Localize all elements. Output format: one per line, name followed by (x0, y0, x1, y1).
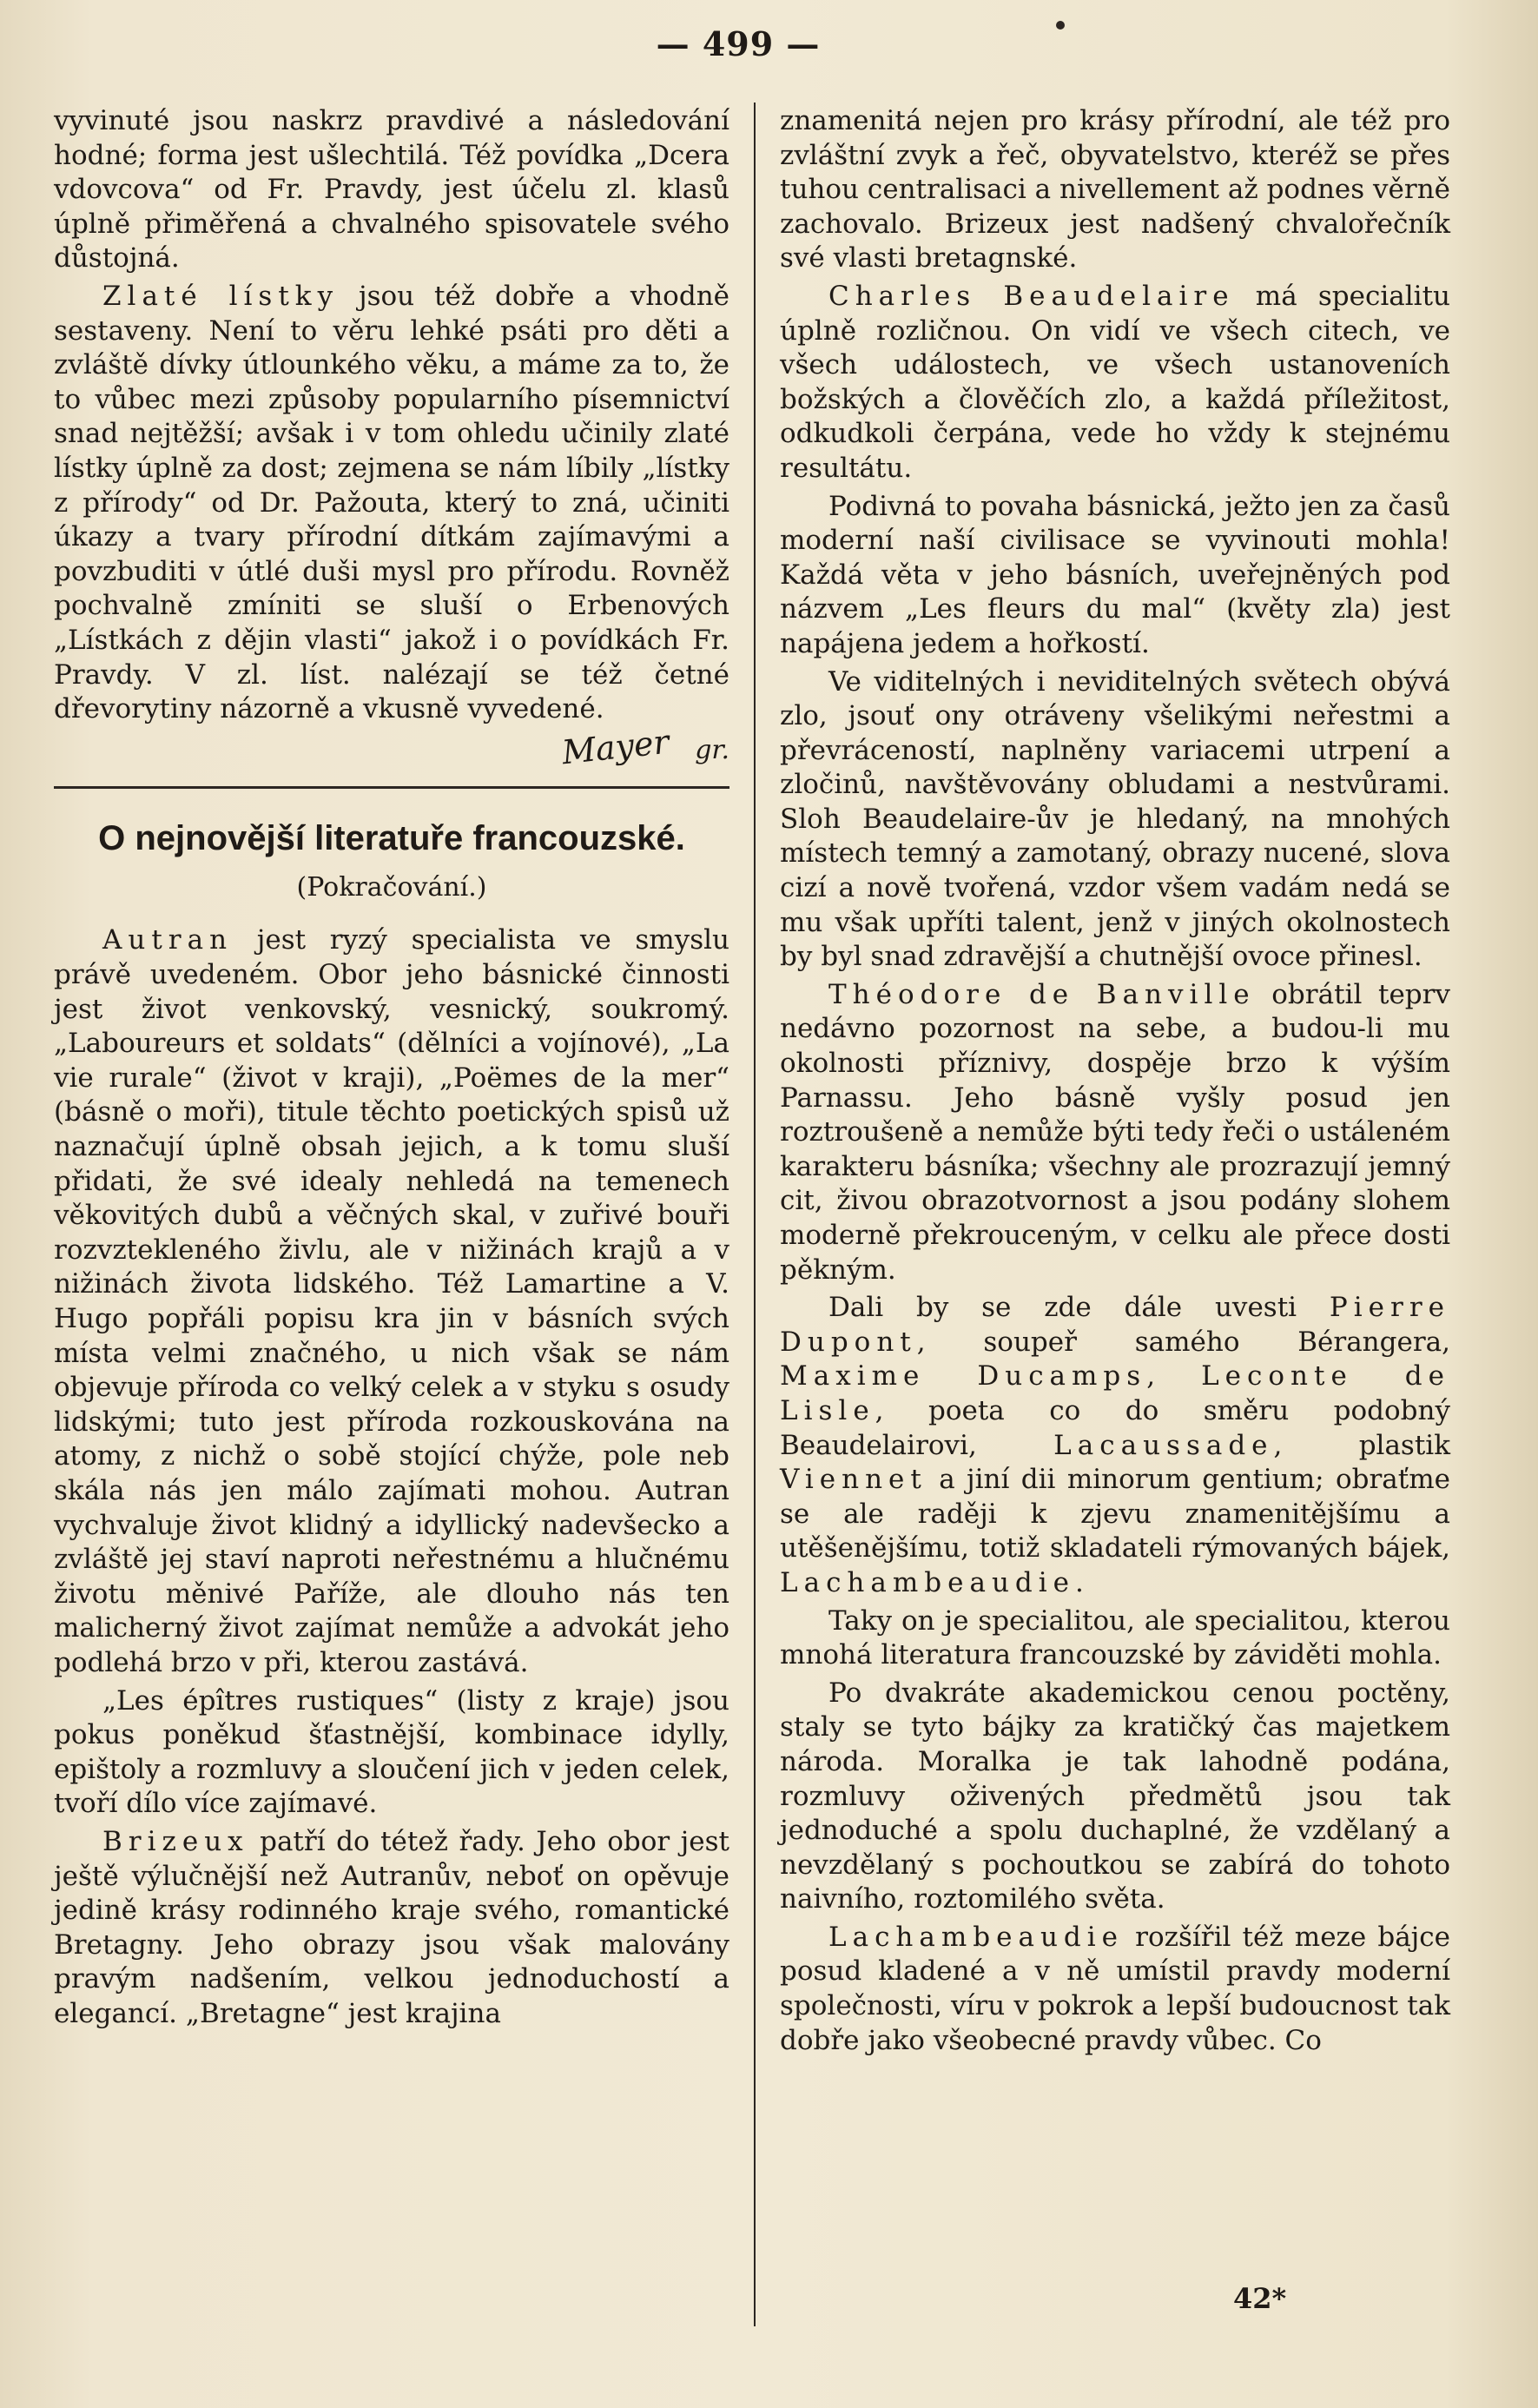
baudelaire-text: má specialitu úplně rozličnou. On vidí ve všech citech, ve všech událostech, ve všech ustanoveních božských a člověčích zlo, a každá příležitost, odkudkoli čerpána, vede ho vždy k stejnému resultátu. (780, 280, 1451, 484)
column-divider (754, 103, 756, 2326)
name-leconte: Leconte de Lisle (780, 1360, 1450, 1426)
zlate-listky-text: jsou též dobře a vhodně sestaveny. Není to věru lehké psáti pro děti a zvláště dívky útlounkého věku, a máme za to, že to vůbec mezi způsoby popularního písemnictví snad nejtěžší; avšak i v tom ohledu učinily zlaté lístky úplně za dost; zejmena se nám líbily „lístky z přírody“ od Dr. Pažouta, který to zná, učiniti úkazy a tvary přírodní dítkám zajímavými a povzbuditi v útlé duši mysl pro přírodu. Rovněž pochvalně zmíniti se sluší o Erbenových „Lístkách z dějin vlasti“ jakož i o povídkách Fr. Pravdy. V zl. líst. nalézají se též četné dřevorytiny názorně a vkusně vyvedené. (54, 280, 729, 725)
banville-text: obrátil teprv nedávno pozornost na sebe, a budou-li mu okolnosti příznivy, dospěje brzo k výším Parnassu. Jeho básně vyšly posud jen roztroušeně a nemůže býti tedy řeči o ustáleném karakteru básníka; všechny ale prozrazují jemný cit, živou obrazotvornost a jsou podány slohem moderně překrouceným, v celku ale přece dosti pěkným. (780, 978, 1450, 1286)
dali-text-a: , soupeř samého Bérangera, (916, 1326, 1450, 1358)
dvakrate-paragraph: Po dvakráte akademickou cenou poctěny, staly se tyto bájky za kratičký čas majetkem národa. Moralka je tak lahodně podána, rozmluvy oživených předmětů jsou tak jednoduché a spolu duchaplné, že vzdělaný a nevzdělaný s pochoutkou se zabírá do tohoto naivního, roztomilého světa. (780, 1677, 1450, 1915)
page-number: — 499 — (656, 24, 821, 63)
left-column (54, 104, 729, 2034)
dali-text-b: , (1146, 1360, 1202, 1393)
autran-text: jest ryzý specialista ve smyslu právě uvedeném. Obor jeho básnické činnosti jest život venkovský, vesnický, soukromý. „Laboureurs et soldats“ (dělníci a vojínové), „La vie rurale“ (život v kraji), „Poëmes de la mer“ (básně o moři), titule těchto poetických spisů už naznačují úplně obsah jejich, a k tomu sluší přidati, že své idealy nehledá na temenech věkovitých dubů a věčných skal, v zuřivé bouři rozvztekleného živlu, ale v nižinách krajů a v nižinách života lidského. Též Lamartine a V. Hugo popřáli popisu kra jin v básních svých místa velmi značného, u nich však se nám objevuje příroda co velký celek a v styku s osudy lidskými; tuto jest příroda rozkouskována na atomy, z nichž o sobě stojící chýže, pole neb skála nás jen málo zajímati mohou. Autran vychvaluje život klidný a idyllický nadevšecko a zvláště jej staví naproti neřestnému a hlučnému životu měnivé Paříže, ale dlouho nás ten malicherný život zajímat nemůže a advokát jeho podlehá brzo v při, kterou zastává. (54, 924, 729, 1678)
signature-mark: 42* (1233, 2282, 1287, 2315)
section-subtitle: (Pokračování.) (296, 871, 487, 903)
baudelaire-paragraph (780, 280, 1450, 486)
zlate-listky-lead: Zlaté lístky (102, 280, 340, 312)
baudelaire-lead: Charles Beaudelaire (828, 280, 1235, 312)
brizeux-lead: Brizeux (102, 1825, 249, 1857)
brizeux-paragraph (54, 1825, 729, 2032)
brizeux-continuation: znamenitá nejen pro krásy přírodní, ale též pro zvláštní zvyk a řeč, obyvatelstvo, kteréž se přes tuhou centralisaci a nivellement až podnes věrně zachovalo. Brizeux jest nadšený chvalořečník své vlasti bretagnské. (780, 105, 1451, 275)
brizeux-text: patří do tétež řady. Jeho obor jest ještě výlučnější než Autranův, neboť on opěvuje jedině krásy rodinného kraje svého, romantické Bretagny. Jeho obrazy jsou však malovány pravým nadšením, velkou jednoduchostí a elegancí. „Bretagne“ jest krajina (54, 1825, 729, 2029)
taky-paragraph: Taky on je specialitou, ale specialitou, kterou mnohá literatura francouzské by záviděti mohla. (780, 1604, 1450, 1671)
right-column (780, 104, 1450, 2061)
signature-suffix: gr. (695, 734, 729, 765)
name-dupont: Pierre Dupont (780, 1292, 1450, 1358)
review-signature (54, 722, 729, 772)
section-divider (54, 786, 729, 789)
name-viennet: Viennet (780, 1464, 927, 1496)
name-lachambeaudie: Lachambeaudie (780, 1566, 1076, 1598)
handwritten-signature: Mayer (559, 722, 671, 772)
dali-start: Dali by se zde dále uvesti (828, 1292, 1330, 1324)
dali-text-d: , plastik (1273, 1429, 1450, 1461)
autran-paragraph (54, 923, 729, 1680)
ink-speck (1056, 21, 1065, 30)
name-lacaussade: Lacaussade (1053, 1429, 1274, 1461)
povaha-paragraph: Podivná to povaha básnická, ježto jen za časů moderní naší civilisace se vyvinouti mohla! Každá věta v jeho básních, uveřejněných pod názvem „Les fleurs du mal“ (květy zla) jest napájena jedem a hořkostí. (780, 490, 1450, 659)
section-title: O nejnovější literatuře francouzské. (98, 819, 685, 858)
lachambeaudie-lead: Lachambeaudie (828, 1921, 1125, 1953)
dali-paragraph (780, 1291, 1450, 1600)
epitres-paragraph: „Les épîtres rustiques“ (listy z kraje) jsou pokus poněkud šťastnější, kombinace idylly, epištoly a rozmluvy a sloučení jich v jeden celek, tvoří dílo více zajímavé. (54, 1684, 729, 1820)
lachambeaudie-text: rozšířil též meze bájce posud kladené a v ně umístil pravdy moderní společnosti, víru v pokrok a lepší budoucnost tak dobře jako všeobecné pravdy vůbec. Co (780, 1921, 1450, 2056)
viditelnych-paragraph: Ve viditelných i neviditelných světech obývá zlo, jsouť ony otráveny všelikými neřestmi a převráceností, naplněny variacemi utrpení a zločinů, navštěvovány obludami a nestvůrami. Sloh Beaudelaire-ův je hledaný, na mnohých místech temný a zamotaný, obrazy nucené, slova cizí a nově tvořená, vzdor všem vadám nedá se mu však upříti talent, jenž v jiných okolnostech by byl snad zdravější a chutnější ovoce přinesl. (780, 665, 1450, 973)
zlate-listky-paragraph (54, 280, 729, 727)
intro-paragraph: vyvinuté jsou naskrz pravdivé a následování hodné; forma jest ušlechtilá. Též povídka „Dcera vdovcova“ od Fr. Pravdy, jest účelu zl. klasů úplně přiměřená a chvalného spisovatele svého důstojná. (54, 105, 729, 275)
name-ducamps: Maxime Ducamps (780, 1360, 1147, 1393)
banville-lead: Théodore de Banville (828, 978, 1256, 1010)
autran-lead: Autran (102, 924, 234, 956)
dali-text-c: , poeta co do směru podobný Beaudelairovi, (780, 1394, 1450, 1461)
dali-text-e: a jiní dii minorum gentium; obraťme se ale raději k zjevu znamenitějšímu a utěšenějšímu, totiž skladateli rýmovaných bájek, (780, 1464, 1450, 1565)
dali-end: . (1075, 1566, 1084, 1598)
lachambeaudie-paragraph (780, 1921, 1450, 2058)
banville-paragraph (780, 978, 1450, 1287)
